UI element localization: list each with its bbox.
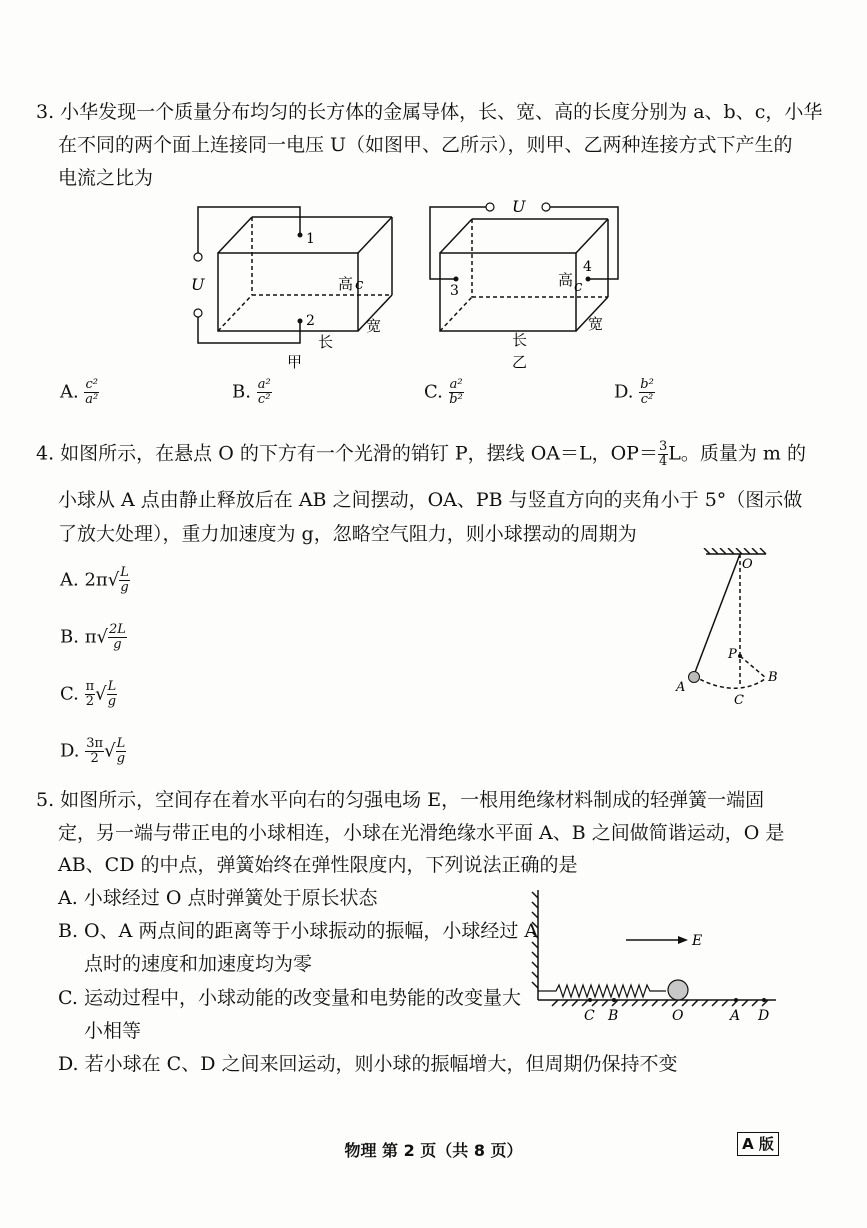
q5-text-line3: AB、CD 的中点，弹簧始终在弹性限度内，下列说法正确的是 <box>58 854 578 876</box>
q3-option-b: B. $\frac{\text{a²}}{\text{c²}}$ <box>232 377 271 407</box>
q3-text-line3: 电流之比为 <box>58 167 154 189</box>
q3-option-c: C. $\frac{\text{a²}}{\text{b²}}$ <box>424 377 463 407</box>
q3-height-label-a: 高 <box>338 275 354 293</box>
q3-width-label-b: 宽 <box>588 315 604 333</box>
q5-option-b-line1: B. O、A 两点间的距离等于小球振动的振幅，小球经过 A <box>58 920 539 942</box>
q4-pendulum-figure <box>668 548 788 708</box>
q3-point-4: 4 <box>583 259 592 275</box>
q5-label-B: B <box>608 1008 619 1024</box>
q4-option-d: D. $\frac{3\pi}{2}$ √ $\frac{L}{g}$ <box>60 736 126 766</box>
page-footer: 物理 第 2 页（共 8 页） <box>344 1141 523 1160</box>
q4-label-C: C <box>734 693 744 708</box>
q3-voltage-label-b: U <box>512 197 526 216</box>
q5-label-E: E <box>692 933 703 949</box>
q5-option-c-line2: 小相等 <box>84 1020 142 1042</box>
q3-length-label-a: 长 <box>318 333 334 351</box>
q5-option-d: D. 若小球在 C、D 之间来回运动，则小球的振幅增大，但周期仍保持不变 <box>58 1053 678 1075</box>
q3-option-a: A. $\frac{\text{c²}}{\text{a²}}$ <box>60 377 99 407</box>
edition-badge: A 版 <box>737 1132 779 1156</box>
q3-text-line1: 3. 小华发现一个质量分布均匀的长方体的金属导体，长、宽、高的长度分别为 a、b、c，小华 <box>36 101 823 123</box>
q3-height-var-b: c <box>574 277 583 295</box>
q3-point-2: 2 <box>306 313 315 329</box>
q4-label-O: O <box>742 557 753 572</box>
q5-option-b-line2: 点时的速度和加速度均为零 <box>84 953 313 975</box>
q4-label-A: A <box>676 680 686 695</box>
q5-label-D: D <box>758 1008 770 1024</box>
q5-label-O: O <box>672 1008 684 1024</box>
q5-option-c-line1: C. 运动过程中，小球动能的改变量和电势能的改变量大 <box>58 987 521 1009</box>
q3-length-label-b: 长 <box>512 331 528 349</box>
q3-caption-a: 甲 <box>287 353 303 371</box>
q4-text-line2: 小球从 A 点由静止释放后在 AB 之间摆动，OA、PB 与竖直方向的夹角小于 5°（图示做 <box>58 489 803 511</box>
q3-voltage-label-a: U <box>191 275 205 294</box>
q5-label-A: A <box>730 1008 741 1024</box>
q3-point-1: 1 <box>306 231 315 247</box>
q3-caption-b: 乙 <box>512 353 528 371</box>
q3-point-3: 3 <box>450 283 459 299</box>
q4-text-line1: 4. 如图所示，在悬点 O 的下方有一个光滑的销钉 P，摆线 OA＝L，OP＝ $\frac{3}{4}$ L。质量为 m 的 <box>36 439 806 469</box>
q5-text-line1: 5. 如图所示，空间存在着水平向右的匀强电场 E，一根用绝缘材料制成的轻弹簧一端固 <box>36 789 765 811</box>
q3-height-var-a: c <box>355 275 364 293</box>
q3-figure <box>180 195 620 375</box>
q3-width-label-a: 宽 <box>366 317 382 335</box>
q4-label-B: B <box>768 670 778 685</box>
q4-text-line3: 了放大处理），重力加速度为 g，忽略空气阻力，则小球摆动的周期为 <box>58 523 637 545</box>
q5-option-a: A. 小球经过 O 点时弹簧处于原长状态 <box>58 887 378 909</box>
q4-option-c: C. $\frac{\pi}{2}$ √ $\frac{L}{g}$ <box>60 679 117 709</box>
q5-label-C: C <box>584 1008 595 1024</box>
q3-option-d: D. $\frac{\text{b²}}{\text{c²}}$ <box>614 377 654 407</box>
q3-height-label-b: 高 <box>558 271 574 289</box>
q4-option-b: B. π√ $\frac{2L}{g}$ <box>60 622 126 652</box>
q4-option-a: A. 2π√ $\frac{L}{g}$ <box>60 565 129 595</box>
q3-text-line2: 在不同的两个面上连接同一电压 U（如图甲、乙所示），则甲、乙两种连接方式下产生的 <box>58 134 793 156</box>
q4-label-P: P <box>728 647 737 662</box>
q5-text-line2: 定，另一端与带正电的小球相连，小球在光滑绝缘水平面 A、B 之间做简谐运动，O 是 <box>58 822 785 844</box>
q5-spring-figure <box>528 888 778 1028</box>
